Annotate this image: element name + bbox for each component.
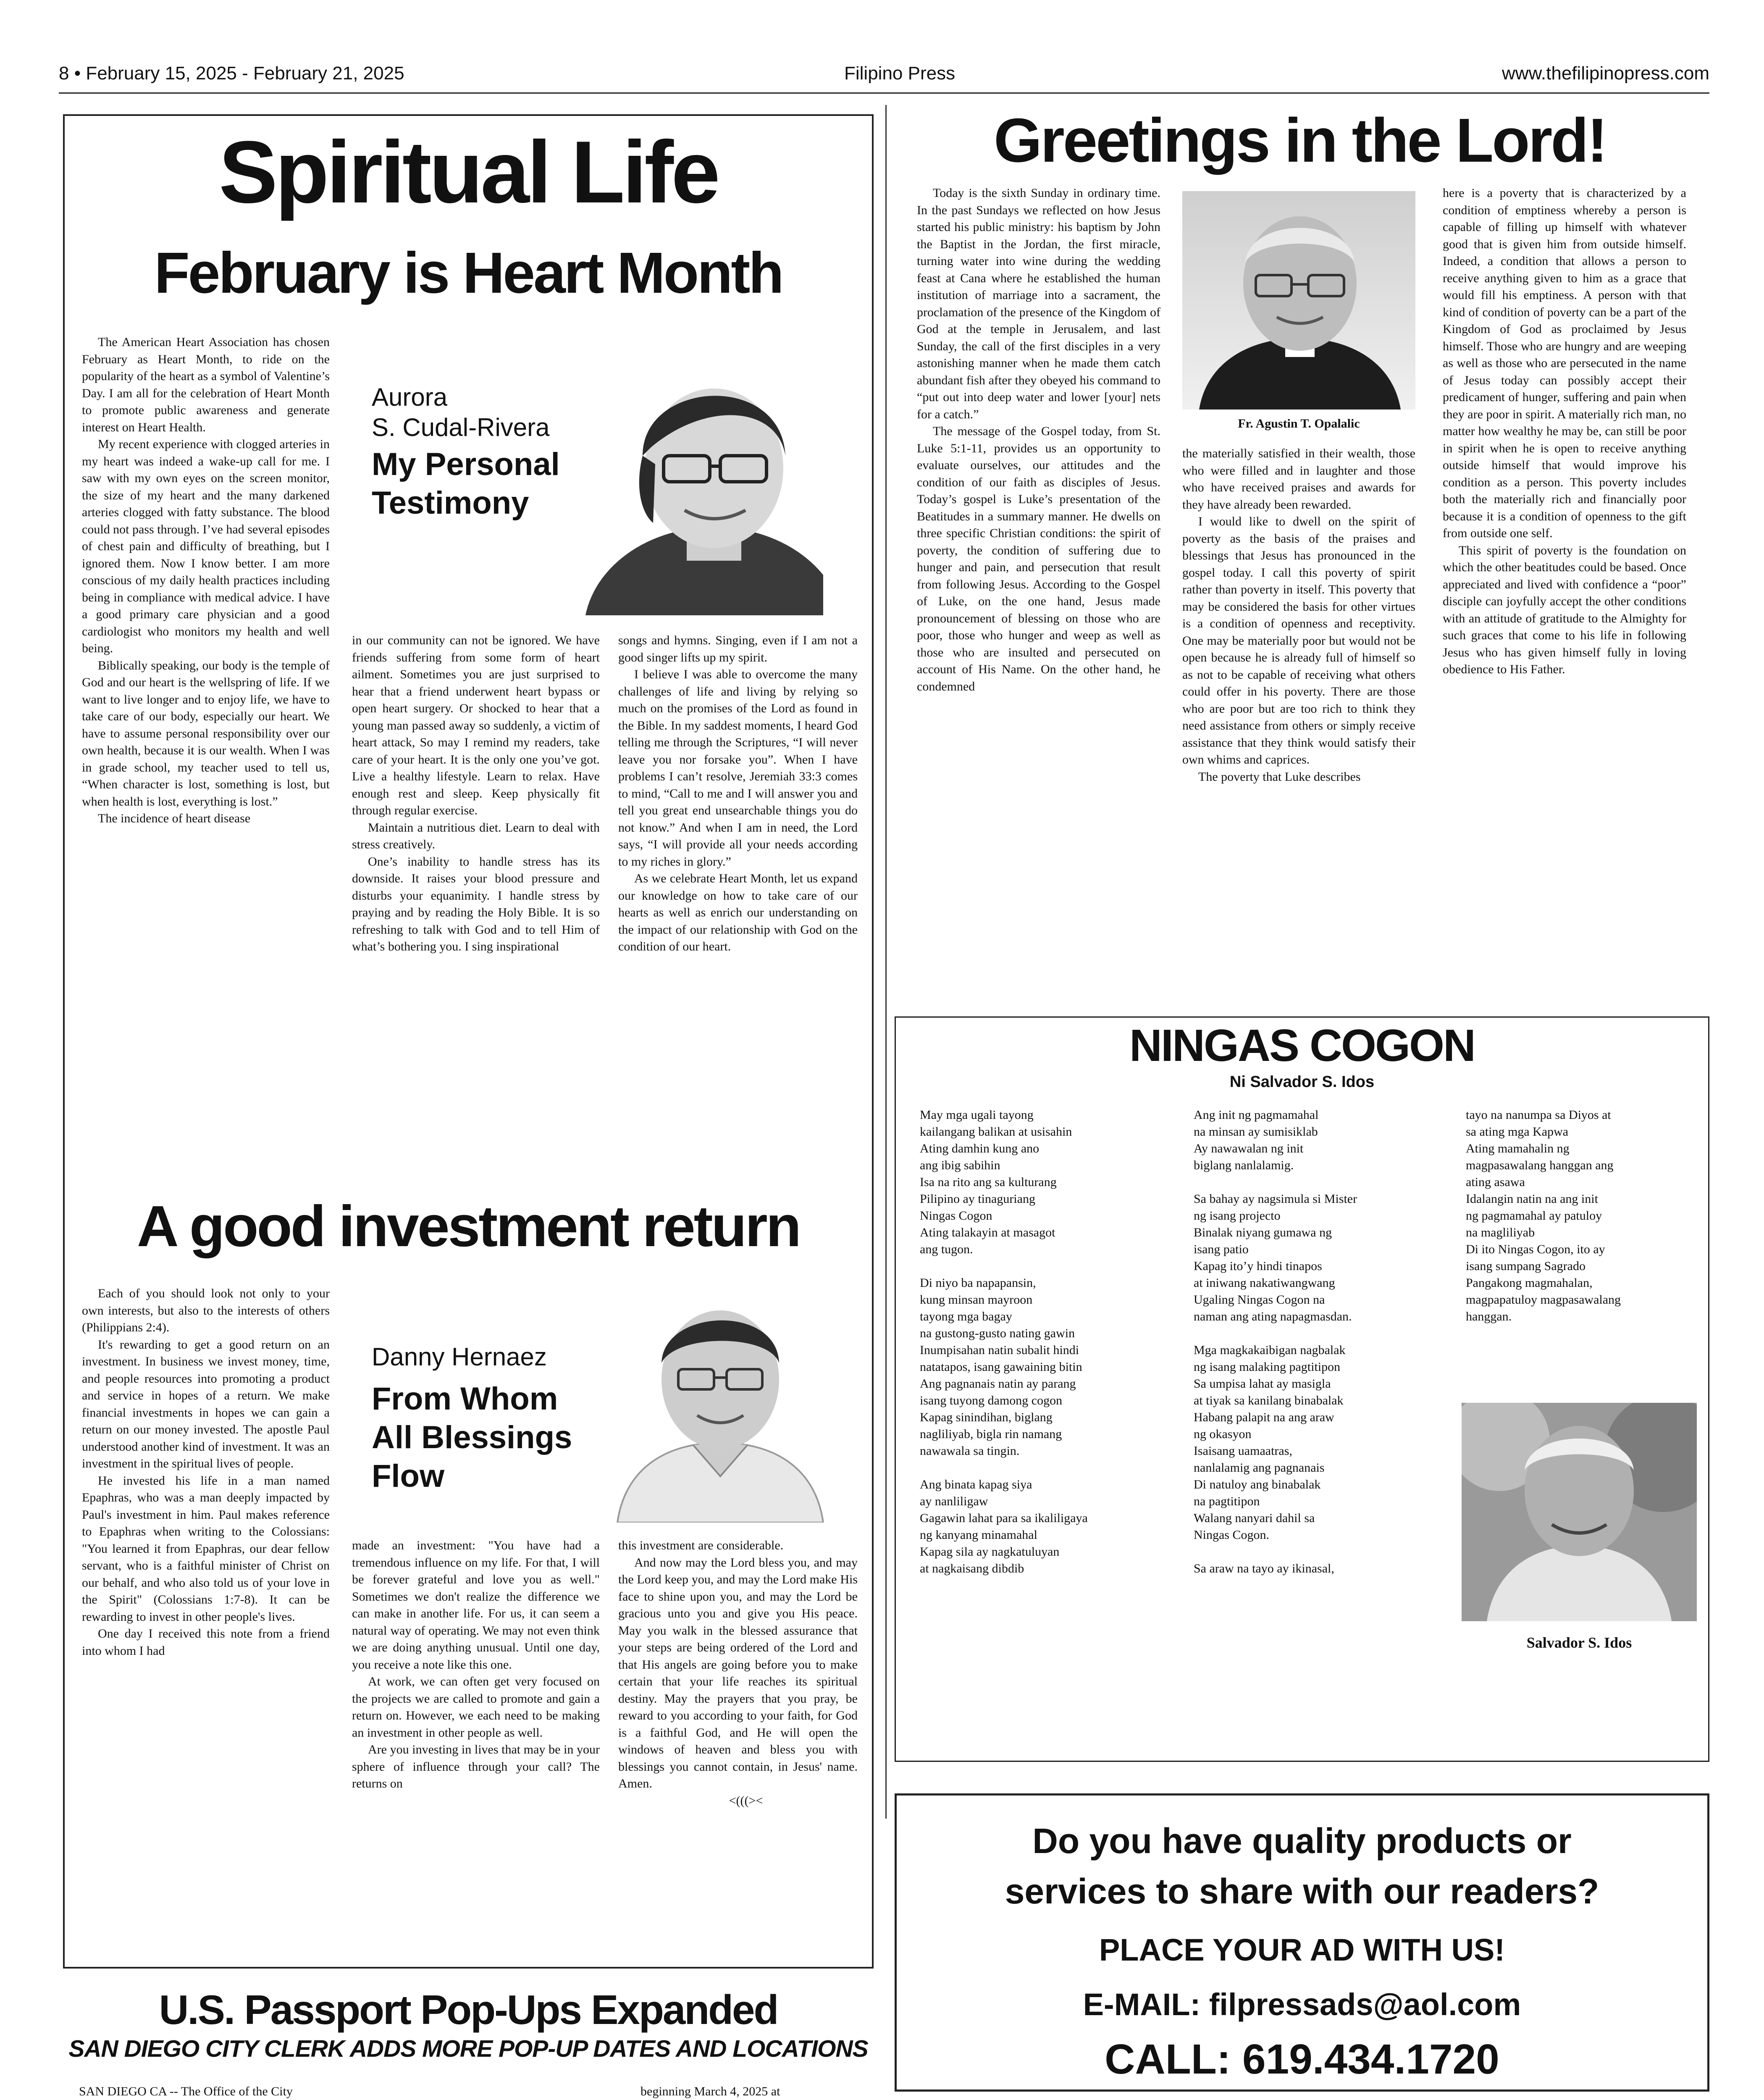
place-ad-box	[895, 1793, 1709, 2092]
poem-line: Habang palapit na ang araw	[1194, 1410, 1334, 1424]
salvador-caption: Salvador S. Idos	[1526, 1634, 1632, 1651]
poem-line: Sa bahay ay nagsimula si Mister	[1194, 1192, 1357, 1206]
poem-line: Walang nanyari dahil sa	[1194, 1511, 1315, 1525]
poem-line: Kapag sinindihan, biglang	[920, 1410, 1053, 1424]
investment-col1: Each of you should look not only to your own interests, but also to the interests of others (Philippians 2:4). It's rewarding to get a good return on an investment. In business we invest money, time, and people resources into promoting a product and service in hopes of a return. We make financial investments in hopes we can gain a return on our money invested. The apostle Paul understood another kind of investment. It was an investment in the spiritual lives of people. He invested his life in a man named Epaphras, who was a man deeply impacted by Paul's investment in him. Paul makes reference to Epaphras when writing to the Colossians: "You learned it from Epaphras, our dear fellow servant, who is a faithful minister of Christ on our behalf, and who also told us of your love in the Spirit" (Colossians 1:7-8). It can be rewarding to invest in other people's lives. One day I received this note from a friend into whom I had	[82, 1286, 330, 1658]
poem-line: ating asawa	[1466, 1175, 1525, 1189]
poem-line: magpapatuloy magpasawalang	[1466, 1293, 1621, 1307]
priest-caption: Fr. Agustin T. Opalalic	[1238, 417, 1360, 430]
poem-line: na pagtitipon	[1194, 1494, 1260, 1508]
poem-line	[1194, 1325, 1454, 1342]
investment-col2: made an investment: "You have had a tremendous influence on my life. For that, I will be forever grateful and love you as well." Sometimes we don't realize the difference we can make in another life. For us, it can seem a natural way of operating. We may not even think we are doing anything unusual. Until one day, you receive a note like this one. At work, we can often get very focused on the projects we are called to promote and gain a return on. However, we each need to be making an investment in other people as well. Are you investing in lives that may be in your sphere of influence through your call? The returns on	[352, 1538, 600, 1790]
poem-line: Ay nawawalan ng init	[1194, 1142, 1304, 1155]
poem-line: ng kanyang minamahal	[920, 1528, 1037, 1542]
poem-line: na gustong-gusto nating gawin	[920, 1326, 1075, 1340]
poem-line: Inumpisahan natin subalit hindi	[920, 1343, 1079, 1357]
ad-line4: E-MAIL: filpressads@aol.com	[1083, 1987, 1521, 2022]
poem-line: Di ito Ningas Cogon, ito ay	[1466, 1242, 1605, 1256]
investment-author: Danny Hernaez	[372, 1343, 547, 1371]
poem-line: Mga magkakaibigan nagbalak	[1194, 1343, 1346, 1357]
headline-heart-month: February is Heart Month	[154, 241, 782, 305]
poem-line: Ang binata kapag siya	[920, 1478, 1032, 1491]
poem-line: Kapag ito’y hindi tinapos	[1194, 1259, 1322, 1273]
poem-line: May mga ugali tayong	[920, 1108, 1034, 1122]
ad-line2: services to share with our readers?	[1005, 1872, 1599, 1911]
poem-line: Sa umpisa lahat ay masigla	[1194, 1377, 1331, 1391]
poem-line: Pilipino ay tinaguriang	[920, 1192, 1035, 1206]
ningas-col3	[1466, 1107, 1701, 1342]
poem-line: Ugaling Ningas Cogon na	[1194, 1293, 1325, 1307]
poem-line: Gagawin lahat para sa ikaliligaya	[920, 1511, 1088, 1525]
poem-line: Di natuloy ang binabalak	[1194, 1478, 1321, 1491]
poem-line: nanlalamig ang pagnanais	[1194, 1461, 1325, 1475]
poem-line: Binalak niyang gumawa ng	[1194, 1226, 1332, 1239]
poem-line: ng okasyon	[1194, 1427, 1252, 1441]
header-website: www.thefilipinopress.com	[1502, 63, 1709, 84]
poem-line: Ating mamahalin ng	[1466, 1142, 1570, 1155]
column-divider	[885, 105, 887, 1819]
poem-line: Ang pagnanais natin ay parang	[920, 1377, 1076, 1391]
investment-col3: this investment are considerable. And now may the Lord bless you, and may the Lord keep you, and may the Lord make His face to shine upon you, and may the Lord be gracious unto you and give you His peace. May you walk in the blessed assurance that your steps are being ordered of the Lord and that His angels are going before you to make certain that your life reaches its spiritual destiny. May the prayers that you pray, be reward to you according to your faith, for God is a faithful God, and He will open the windows of heaven and bless you with blessings you cannot contain, in Jesus' name. Amen. <(((><	[618, 1538, 858, 1808]
page-header	[59, 63, 1709, 88]
poem-line: at nagkaisang dibdib	[920, 1562, 1024, 1575]
poem-line: Isa na rito ang sa kulturang	[920, 1175, 1057, 1189]
headline-passport: U.S. Passport Pop-Ups Expanded	[159, 1987, 778, 2033]
salvador-photo	[1462, 1403, 1697, 1621]
author-photo-aurora	[580, 330, 823, 615]
poem-line: Ang init ng pagmamahal	[1194, 1108, 1319, 1122]
poem-line: Di niyo ba napapansin,	[920, 1276, 1036, 1290]
poem-line: Sa araw na tayo ay ikinasal,	[1194, 1562, 1334, 1575]
poem-line: kung minsan mayroon	[920, 1293, 1033, 1307]
poem-line: isang tuyong damong cogon	[920, 1394, 1063, 1407]
subhead-passport: SAN DIEGO CITY CLERK ADDS MORE POP-UP DATES AND LOCATIONS	[68, 2035, 868, 2062]
poem-line: isang sumpang Sagrado	[1466, 1259, 1586, 1273]
poem-line: magpasawalang hanggan ang	[1466, 1158, 1614, 1172]
ad-line5: CALL: 619.434.1720	[1105, 2036, 1499, 2083]
author-name: Aurora S. Cudal-Rivera	[372, 383, 550, 441]
poem-line: ng isang malaking pagtitipon	[1194, 1360, 1341, 1374]
header-date: 8 • February 15, 2025 - February 21, 2025	[59, 63, 404, 84]
column-name: My Personal Testimony	[372, 446, 560, 521]
greetings-col3: here is a poverty that is characterized by a condition of emptiness whereby a person is capable of filling up himself with whatever good that is given him from outside himself. Indeed, a condition that allows a person to receive anything given to him as a grace that would fill his emptiness. A person with that kind of condition of poverty can be a part of the Kingdom of God as proclaimed by Jesus himself. Those who are hungry and are weeping as well as those who are persecuted in the name of Jesus today can possibly accept their predicament of hunger, suffering and pain when they are poor in spirit. A materially rich man, no matter how wealthy he may be, can still be poor in spirit when he is open to receive anything outside himself that would improve his condition as a person. This poverty includes both the materially rich and financially poor because it is a condition of openness to the gift from outside one self. This spirit of poverty is the foundation on which the other beatitudes could be based. Once appreciated and lived with confidence a “poor” disciple can joyfully accept the other conditions with an attitude of gratitude to the Almighty for such graces that come to his life in following Jesus who has given himself fully in loving obedience to His Father.	[1443, 186, 1686, 676]
poem-line: na minsan ay sumisiklab	[1194, 1125, 1318, 1139]
poem-line: ang ibig sabihin	[920, 1158, 1000, 1172]
poem-line: naman ang ating napagmasdan.	[1194, 1310, 1352, 1323]
headline-ningas: NINGAS COGON	[1129, 1020, 1475, 1071]
poem-line: nagliliyab, bigla rin namang	[920, 1427, 1062, 1441]
heart-month-col3: songs and hymns. Singing, even if I am not a good singer lifts up my spirit. I believe I was able to overcome the many challenges of life and living by relying so much on the promises of the Lord as found in the Bible. In my saddest moments, I heard God telling me through the Scriptures, “I will never leave you nor forsake you”. When I have problems I can’t resolve, Jeremiah 33:3 comes to mind, “Call to me and I will answer you and tell you great end unsearchable things you do not know.” And when I am in need, the Lord says, “I will provide all your needs according to my riches in glory.” As we celebrate Heart Month, let us expand our knowledge on how to take care of our hearts as well as enrich our understanding on the impact of our relationship with God on the condition of our heart.	[618, 633, 858, 953]
header-publication: Filipino Press	[844, 63, 956, 84]
heart-month-col2: in our community can not be ignored. We have friends suffering from some form of heart ailment. Sometimes you are just surprised to hear that a friend underwent heart bypass or open heart surgery. Or shocked to hear that a young man passed away so suddenly, a victim of heart attack, So may I remind my readers, take care of your heart. It is the only one you’ve got. Live a healthy lifestyle. Learn to relax. Have enough rest and sleep. Keep physically fit through regular exercise. Maintain a nutritious diet. Learn to deal with stress creatively. One’s inability to handle stress has its downside. It raises your blood pressure and disturbs your equanimity. I handle stress by praying and by reading the Holy Bible. It is so refreshing to talk with God and to tell Him of what’s bothering you. I sing inspirational	[352, 633, 600, 953]
headline-greetings: Greetings in the Lord!	[994, 106, 1606, 175]
poem-line	[1194, 1544, 1454, 1560]
poem-line: Ating damhin kung ano	[920, 1142, 1040, 1155]
investment-column-name: From Whom All Blessings Flow	[372, 1381, 572, 1494]
poem-line: ng pagmamahal ay patuloy	[1466, 1209, 1602, 1223]
ad-line3: PLACE YOUR AD WITH US!	[1099, 1932, 1505, 1967]
poem-line: Pangakong magmahalan,	[1466, 1276, 1593, 1290]
poem-line: natatapos, isang gawaining bitin	[920, 1360, 1082, 1374]
poem-line: Kapag sila ay nagkatuluyan	[920, 1545, 1060, 1559]
header-rule	[59, 92, 1709, 94]
poem-line	[920, 1460, 1180, 1476]
heart-month-col1: The American Heart Association has chosen February as Heart Month, to ride on the popularity of the heart as a symbol of Valentine’s Day. I am all for the celebration of Heart Month to promote public awareness and generate interest on Heart Health. My recent experience with clogged arteries in my heart was indeed a wake-up call for me. I saw with my own eyes on the screen monitor, the size of my heart and the many darkened arteries clogged with fatty substance. The blood could not pass through. I’ve had several episodes of chest pain and difficulty of breathing, but I ignored them. Now I know better. I am more conscious of my daily health practices including being in compliance with medical advice. I have a good primary care physician and a good cardiologist who monitors my health and well being. Biblically speaking, our body is the temple of God and our heart is the wellspring of life. If we want to live longer and to enjoy life, we have to take care of our body, especially our heart. We have to assume personal responsibility over our own health, because it is our wealth. When I was in grade school, my teacher used to tell us, “When character is lost, something is lost, but when health is lost, everything is lost.” The incidence of heart disease	[82, 335, 330, 825]
ad-line1: Do you have quality products or	[1032, 1821, 1572, 1861]
poem-line: tayong mga bagay	[920, 1310, 1012, 1323]
poem-line: nawawala sa tingin.	[920, 1444, 1020, 1458]
poem-line: Ating talakayin at masagot	[920, 1226, 1055, 1239]
poem-line: na magliliyab	[1466, 1226, 1535, 1239]
poem-line: ang tugon.	[920, 1242, 973, 1256]
poem-line: Idalangin natin na ang init	[1466, 1192, 1598, 1206]
passport-col1: SAN DIEGO CA -- The Office of the City	[79, 2084, 293, 2098]
poem-line: Ningas Cogon	[920, 1209, 992, 1223]
ningas-byline: Ni Salvador S. Idos	[1229, 1073, 1375, 1091]
section-title: Spiritual Life	[219, 123, 718, 221]
greetings-col1: Today is the sixth Sunday in ordinary time. In the past Sundays we reflected on how Jesus started his public ministry: his baptism by John the Baptist in the Jordan, the first miracle, turning water into wine during the wedding feast at Cana where he established the human institution of marriage into a sacrament, the proclamation of the presence of the Kingdom of God at the temple in Jerusalem, and last Sunday, the call of the first disciples in a very astonishing manner when he made them catch abundant fish after they obeyed his command to “put out into deep water and lower [your] nets for a catch.” The message of the Gospel today, from St. Luke 5:1-11, provides us an opportunity to evaluate ourselves, our attitudes and the condition of our faith as disciples of Jesus. Today’s gospel is Luke’s presentation of the Beatitudes in a summary manner. He dwells on three specific Christian conditions: the spirit of poverty, the condition of suffering due to hunger and pain, and persecution that result from following Jesus. According to the Gospel of Luke, on the one hand, Jesus made pronouncement of blessing on those who are poor, those who hunger and weep as well as those who are insulted and persecuted on account of His Name. On the other hand, he condemned	[917, 186, 1160, 693]
poem-line	[920, 1258, 1180, 1275]
poem-line: hanggan.	[1466, 1310, 1512, 1323]
poem-line: ng isang projecto	[1194, 1209, 1281, 1223]
poem-line: at iniwang nakatiwangwang	[1194, 1276, 1335, 1290]
poem-line: isang patio	[1194, 1242, 1249, 1256]
poem-line: sa ating mga Kapwa	[1466, 1125, 1569, 1139]
passport-col3: beginning March 4, 2025 at	[640, 2084, 780, 2098]
poem-line: Isaisang uamaatras,	[1194, 1444, 1292, 1458]
poem-line: kailangang balikan at usisahin	[920, 1125, 1072, 1139]
ningas-col2	[1194, 1107, 1454, 1756]
poem-line: at tiyak sa kanilang binabalak	[1194, 1394, 1344, 1407]
poem-line: ay nanliligaw	[920, 1494, 988, 1508]
poem-line: tayo na nanumpa sa Diyos at	[1466, 1108, 1611, 1122]
poem-line: Ningas Cogon.	[1194, 1528, 1269, 1542]
ningas-col1	[920, 1107, 1180, 1756]
priest-photo	[1182, 191, 1415, 410]
headline-investment: A good investment return	[137, 1194, 800, 1259]
poem-line	[1194, 1174, 1454, 1191]
author-photo-danny	[609, 1279, 832, 1522]
poem-line: biglang nanlalamig.	[1194, 1158, 1294, 1172]
greetings-col2: the materially satisfied in their wealth, those who were filled and in laughter and those who have received praises and awards for they have already been rewarded. I would like to dwell on the spirit of poverty as the basis of the praises and blessings that Jesus has pronounced in the gospel today. I call this poverty of spirit rather than poverty in itself. This poverty that may be considered the basis for other virtues is a condition of openness and receptivity. One may be materially poor but would not be open because he is already full of himself so as not to be capable of receiving what others could offer in his poverty. There are those who are poor but are too rich to think they need assistance from others or simply receive assistance that they think would satisfy their own whims and caprices. The poverty that Luke describes	[1182, 446, 1415, 784]
